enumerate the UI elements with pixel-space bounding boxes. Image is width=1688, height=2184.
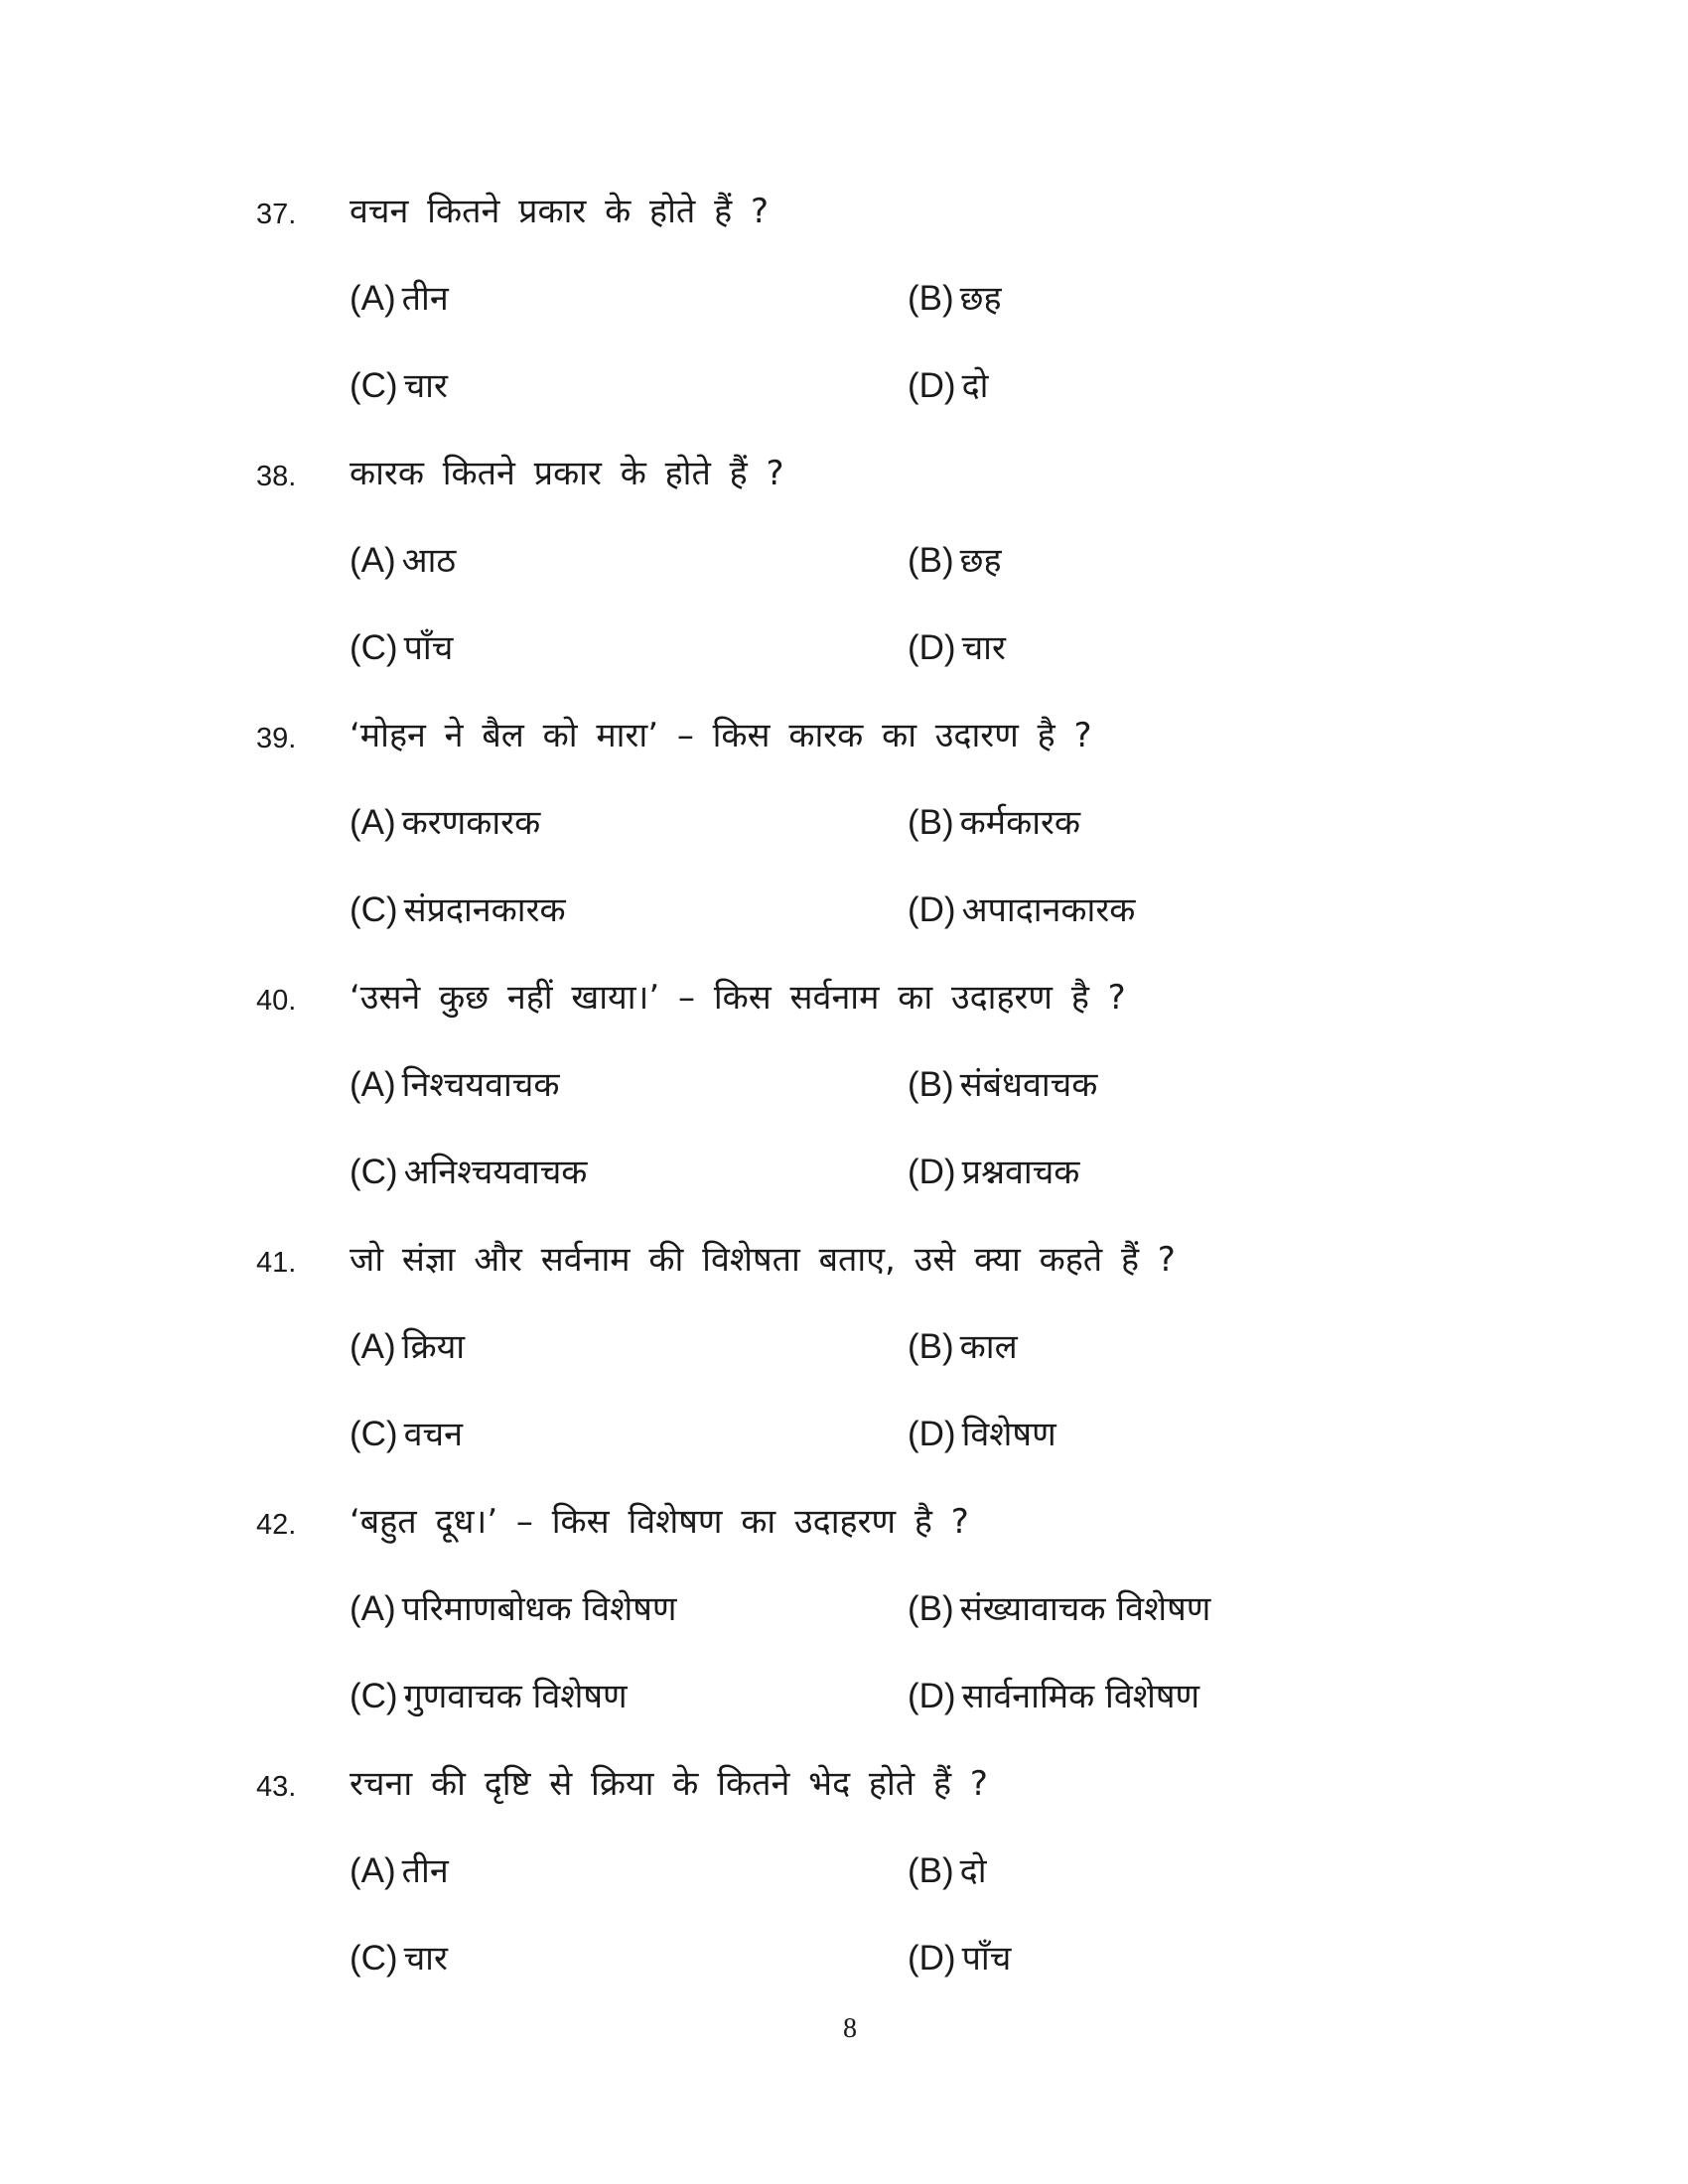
option-a [350, 274, 449, 320]
option-text: गुणवाचक विशेषण [403, 1677, 628, 1716]
page-number: 8 [843, 2013, 857, 2044]
option-c [350, 1410, 463, 1455]
option-letter: (A) [350, 541, 396, 580]
option-b [908, 1322, 1018, 1368]
option-letter: (A) [350, 803, 396, 842]
option-a [350, 1584, 677, 1630]
option-text: वचन [403, 1415, 463, 1454]
option-text: आठ [401, 541, 457, 581]
option-d [908, 1148, 1079, 1193]
option-b [908, 1060, 1097, 1106]
option-text: चार [961, 628, 1006, 668]
option-a [350, 1060, 560, 1106]
option-text: विशेषण [961, 1415, 1056, 1454]
question-37 [0, 187, 1688, 449]
question-42 [0, 1497, 1688, 1759]
option-letter: (B) [908, 279, 954, 318]
question-number: 38. [256, 461, 297, 492]
question-text: कारक कितने प्रकार के होते हैं ? [350, 454, 784, 493]
question-39 [0, 711, 1688, 973]
option-text: करणकारक [401, 803, 541, 843]
option-c [350, 1934, 448, 1979]
option-letter: (D) [908, 1153, 956, 1191]
option-letter: (B) [908, 1327, 954, 1366]
option-a [350, 798, 540, 844]
option-letter: (D) [908, 890, 956, 929]
option-text: निश्चयवाचक [401, 1065, 560, 1105]
option-letter: (B) [908, 1851, 954, 1890]
option-text: अपादानकारक [961, 890, 1136, 930]
option-d [908, 1672, 1199, 1717]
option-letter: (B) [908, 1589, 954, 1628]
option-text: तीन [401, 279, 449, 319]
option-c [350, 623, 453, 669]
option-letter: (C) [350, 366, 398, 405]
option-letter: (B) [908, 541, 954, 580]
option-text: काल [959, 1327, 1018, 1367]
option-text: पाँच [961, 1939, 1012, 1979]
option-b [908, 536, 1002, 582]
option-text: सार्वनामिक विशेषण [961, 1677, 1200, 1716]
option-letter: (A) [350, 1327, 396, 1366]
option-letter: (D) [908, 366, 956, 405]
option-text: प्रश्नवाचक [961, 1153, 1080, 1192]
option-b [908, 1584, 1210, 1630]
question-text: रचना की दृष्टि से क्रिया के कितने भेद होते हैं ? [350, 1764, 988, 1804]
question-text: ‘बहुत दूध।’ – किस विशेषण का उदाहरण है ? [350, 1502, 969, 1542]
option-b [908, 274, 1002, 320]
option-text: कर्मकारक [959, 803, 1081, 843]
option-text: संप्रदानकारक [403, 890, 566, 930]
option-letter: (C) [350, 628, 398, 667]
option-a [350, 1322, 465, 1368]
option-text: छह [959, 541, 1002, 581]
question-number: 40. [256, 985, 297, 1017]
question-text: जो संज्ञा और सर्वनाम की विशेषता बताए, उसे क्या कहते हैं ? [350, 1240, 1176, 1280]
option-d [908, 1934, 1011, 1979]
option-letter: (A) [350, 1589, 396, 1628]
option-text: संख्यावाचक विशेषण [959, 1589, 1211, 1629]
option-text: छह [959, 279, 1002, 319]
option-b [908, 1846, 987, 1892]
option-text: दो [959, 1851, 987, 1891]
option-text: दो [961, 366, 989, 406]
option-text: परिमाणबोधक विशेषण [401, 1589, 677, 1629]
question-41 [0, 1235, 1688, 1497]
question-number: 42. [256, 1509, 297, 1541]
question-number: 41. [256, 1247, 297, 1279]
option-letter: (D) [908, 1415, 956, 1453]
option-a [350, 1846, 449, 1892]
option-c [350, 886, 566, 931]
option-a [350, 536, 456, 582]
option-text: क्रिया [401, 1327, 466, 1367]
option-letter: (D) [908, 628, 956, 667]
option-letter: (B) [908, 803, 954, 842]
option-text: संबंधवाचक [959, 1065, 1098, 1105]
option-c [350, 1148, 587, 1193]
option-text: तीन [401, 1851, 449, 1891]
option-b [908, 798, 1080, 844]
option-letter: (D) [908, 1939, 956, 1978]
option-text: चार [403, 366, 448, 406]
option-letter: (B) [908, 1065, 954, 1104]
option-letter: (D) [908, 1677, 956, 1715]
question-43 [0, 1759, 1688, 2021]
option-letter: (C) [350, 1677, 398, 1715]
question-text: ‘उसने कुछ नहीं खाया।’ – किस सर्वनाम का उदाहरण है ? [350, 978, 1126, 1018]
option-c [350, 1672, 628, 1717]
question-number: 37. [256, 199, 297, 230]
option-text: चार [403, 1939, 448, 1979]
option-letter: (A) [350, 1065, 396, 1104]
option-letter: (A) [350, 1851, 396, 1890]
option-letter: (C) [350, 890, 398, 929]
option-d [908, 886, 1135, 931]
question-38 [0, 449, 1688, 711]
option-d [908, 1410, 1056, 1455]
option-c [350, 361, 448, 407]
option-letter: (C) [350, 1415, 398, 1453]
option-d [908, 623, 1006, 669]
option-letter: (C) [350, 1939, 398, 1978]
question-40 [0, 973, 1688, 1235]
option-d [908, 361, 988, 407]
question-text: ‘मोहन ने बैल को मारा’ – किस कारक का उदारण है ? [350, 716, 1092, 755]
option-text: अनिश्चयवाचक [403, 1153, 588, 1192]
option-letter: (A) [350, 279, 396, 318]
question-number: 43. [256, 1771, 297, 1803]
question-text: वचन कितने प्रकार के होते हैं ? [350, 192, 769, 231]
question-number: 39. [256, 723, 297, 754]
option-letter: (C) [350, 1153, 398, 1191]
option-text: पाँच [403, 628, 454, 668]
